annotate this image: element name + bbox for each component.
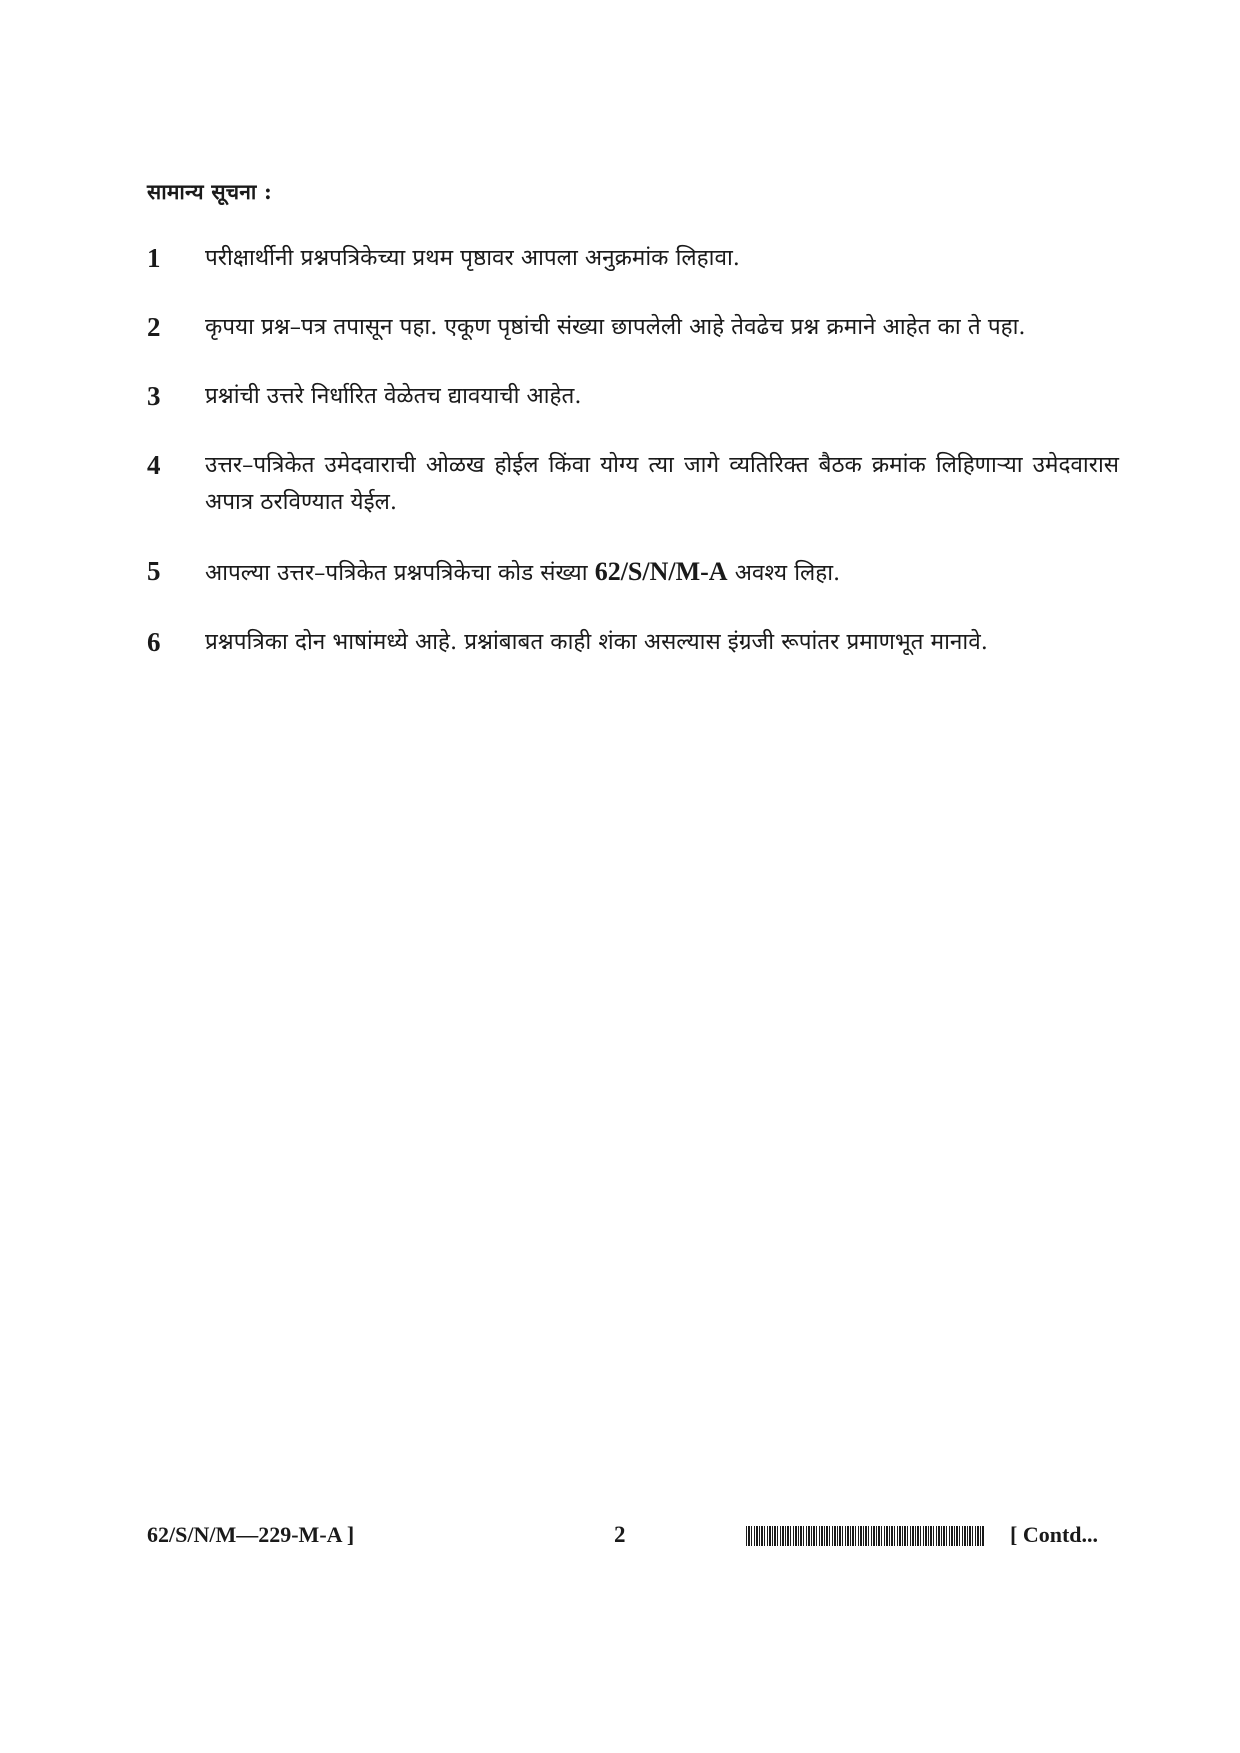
instruction-number: 2 [147,312,161,342]
footer-page-number: 2 [614,1522,626,1547]
general-instructions-heading: सामान्य सूचना : [147,179,273,204]
instruction-item [147,240,1119,277]
instruction-text [205,553,1119,592]
instruction-item [147,447,1119,521]
footer-paper-code: 62/S/N/M—229-M-A ] [147,1522,355,1547]
instruction-number: 1 [147,243,161,273]
instruction-text: कृपया प्रश्न–पत्र तपासून पहा. एकूण पृष्ठांची संख्या छापलेली आहे तेवढेच प्रश्न क्रमाने आहेत का ते पहा. [205,314,1026,340]
instruction-number: 3 [147,381,161,411]
instruction-text-after-code: अवश्य लिहा. [727,560,841,586]
instruction-text-before-code: आपल्या उत्तर–पत्रिकेत प्रश्नपत्रिकेचा कोड संख्या [205,560,595,586]
instruction-number: 6 [147,627,161,657]
question-paper-code: 62/S/N/M-A [594,557,728,586]
barcode-icon [746,1526,984,1546]
instruction-text: परीक्षार्थीनी प्रश्नपत्रिकेच्या प्रथम पृष्ठावर आपला अनुक्रमांक लिहावा. [205,245,740,271]
instruction-text: उत्तर–पत्रिकेत उमेदवाराची ओळख होईल किंवा योग्य त्या जागे व्यतिरिक्त बैठक क्रमांक लिहिणाऱ्या उमेदवारास अपात्र ठरविण्यात येईल. [205,452,1119,515]
instruction-item [147,624,1119,661]
instruction-item [147,309,1119,346]
footer-continued: [ Contd... [1010,1522,1099,1547]
instruction-number: 5 [147,556,161,586]
instructions-list [147,240,1119,693]
instruction-item [147,553,1119,592]
instruction-number: 4 [147,450,161,480]
instruction-text: प्रश्नपत्रिका दोन भाषांमध्ये आहे. प्रश्नांबाबत काही शंका असल्यास इंग्रजी रूपांतर प्रमाणभूत मानावे. [205,629,988,655]
instruction-item [147,378,1119,415]
instruction-text: प्रश्नांची उत्तरे निर्धारित वेळेतच द्यावयाची आहेत. [205,383,582,409]
